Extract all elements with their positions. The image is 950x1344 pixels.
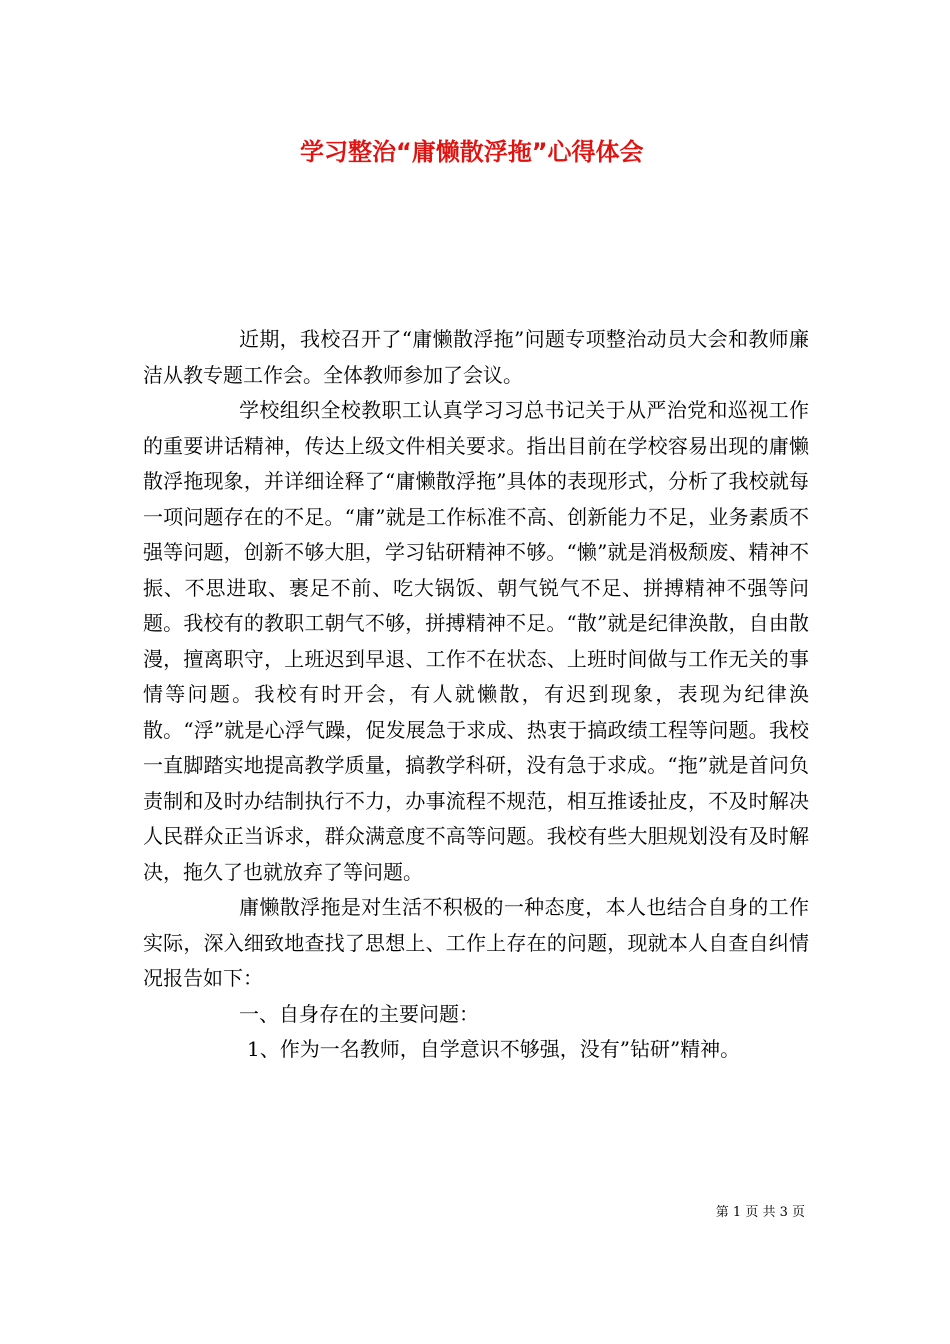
section-heading-main-problems: 一、自身存在的主要问题： (239, 1001, 479, 1026)
page-number-indicator: 第 1 页 共 3 页 (715, 1205, 805, 1220)
document-title: 学习整治“庸懒散浮拖”心得体会 (300, 138, 644, 166)
paragraph-intro: 近期，我校召开了“庸懒散浮拖”问题专项整治动员大会和教师廉洁从教专题工作会。全体教师参加了会议。 (143, 327, 809, 387)
document-body (143, 322, 809, 1068)
paragraph-self-check: 庸懒散浮拖是对生活不积极的一种态度，本人也结合自身的工作实际，深入细致地查找了思想上、工作上存在的问题，现就本人自查自纠情况报告如下： (143, 895, 809, 990)
list-item-problem-1: 1、作为一名教师，自学意识不够强，没有”钻研”精神。 (247, 1037, 741, 1061)
paragraph-analysis: 学校组织全校教职工认真学习习总书记关于从严治党和巡视工作的重要讲话精神，传达上级文件相关要求。指出目前在学校容易出现的庸懒散浮拖现象，并详细诠释了“庸懒散浮拖”具体的表现形式，分析了我校就每一项问题存在的不足。“庸”就是工作标准不高、创新能力不足，业务素质不强等问题，创新不够大胆，学习钻研精神不够。“懒”就是消极颓废、精神不振、不思进取、裹足不前、吃大锅饭、朝气锐气不足、拼搏精神不强等问题。我校有的教职工朝气不够，拼搏精神不足。“散”就是纪律涣散，自由散漫，擅离职守，上班迟到早退、工作不在状态、上班时间做与工作无关的事情等问题。我校有时开会，有人就懒散，有迟到现象，表现为纪律涣散。“浮”就是心浮气躁，促发展急于求成、热衷于搞政绩工程等问题。我校一直脚踏实地提高教学质量，搞教学科研，没有急于求成。“拖”就是首问负责制和及时办结制执行不力，办事流程不规范，相互推诿扯皮，不及时解决人民群众正当诉求，群众满意度不高等问题。我校有些大胆规划没有及时解决，拖久了也就放弃了等问题。 (143, 398, 809, 884)
